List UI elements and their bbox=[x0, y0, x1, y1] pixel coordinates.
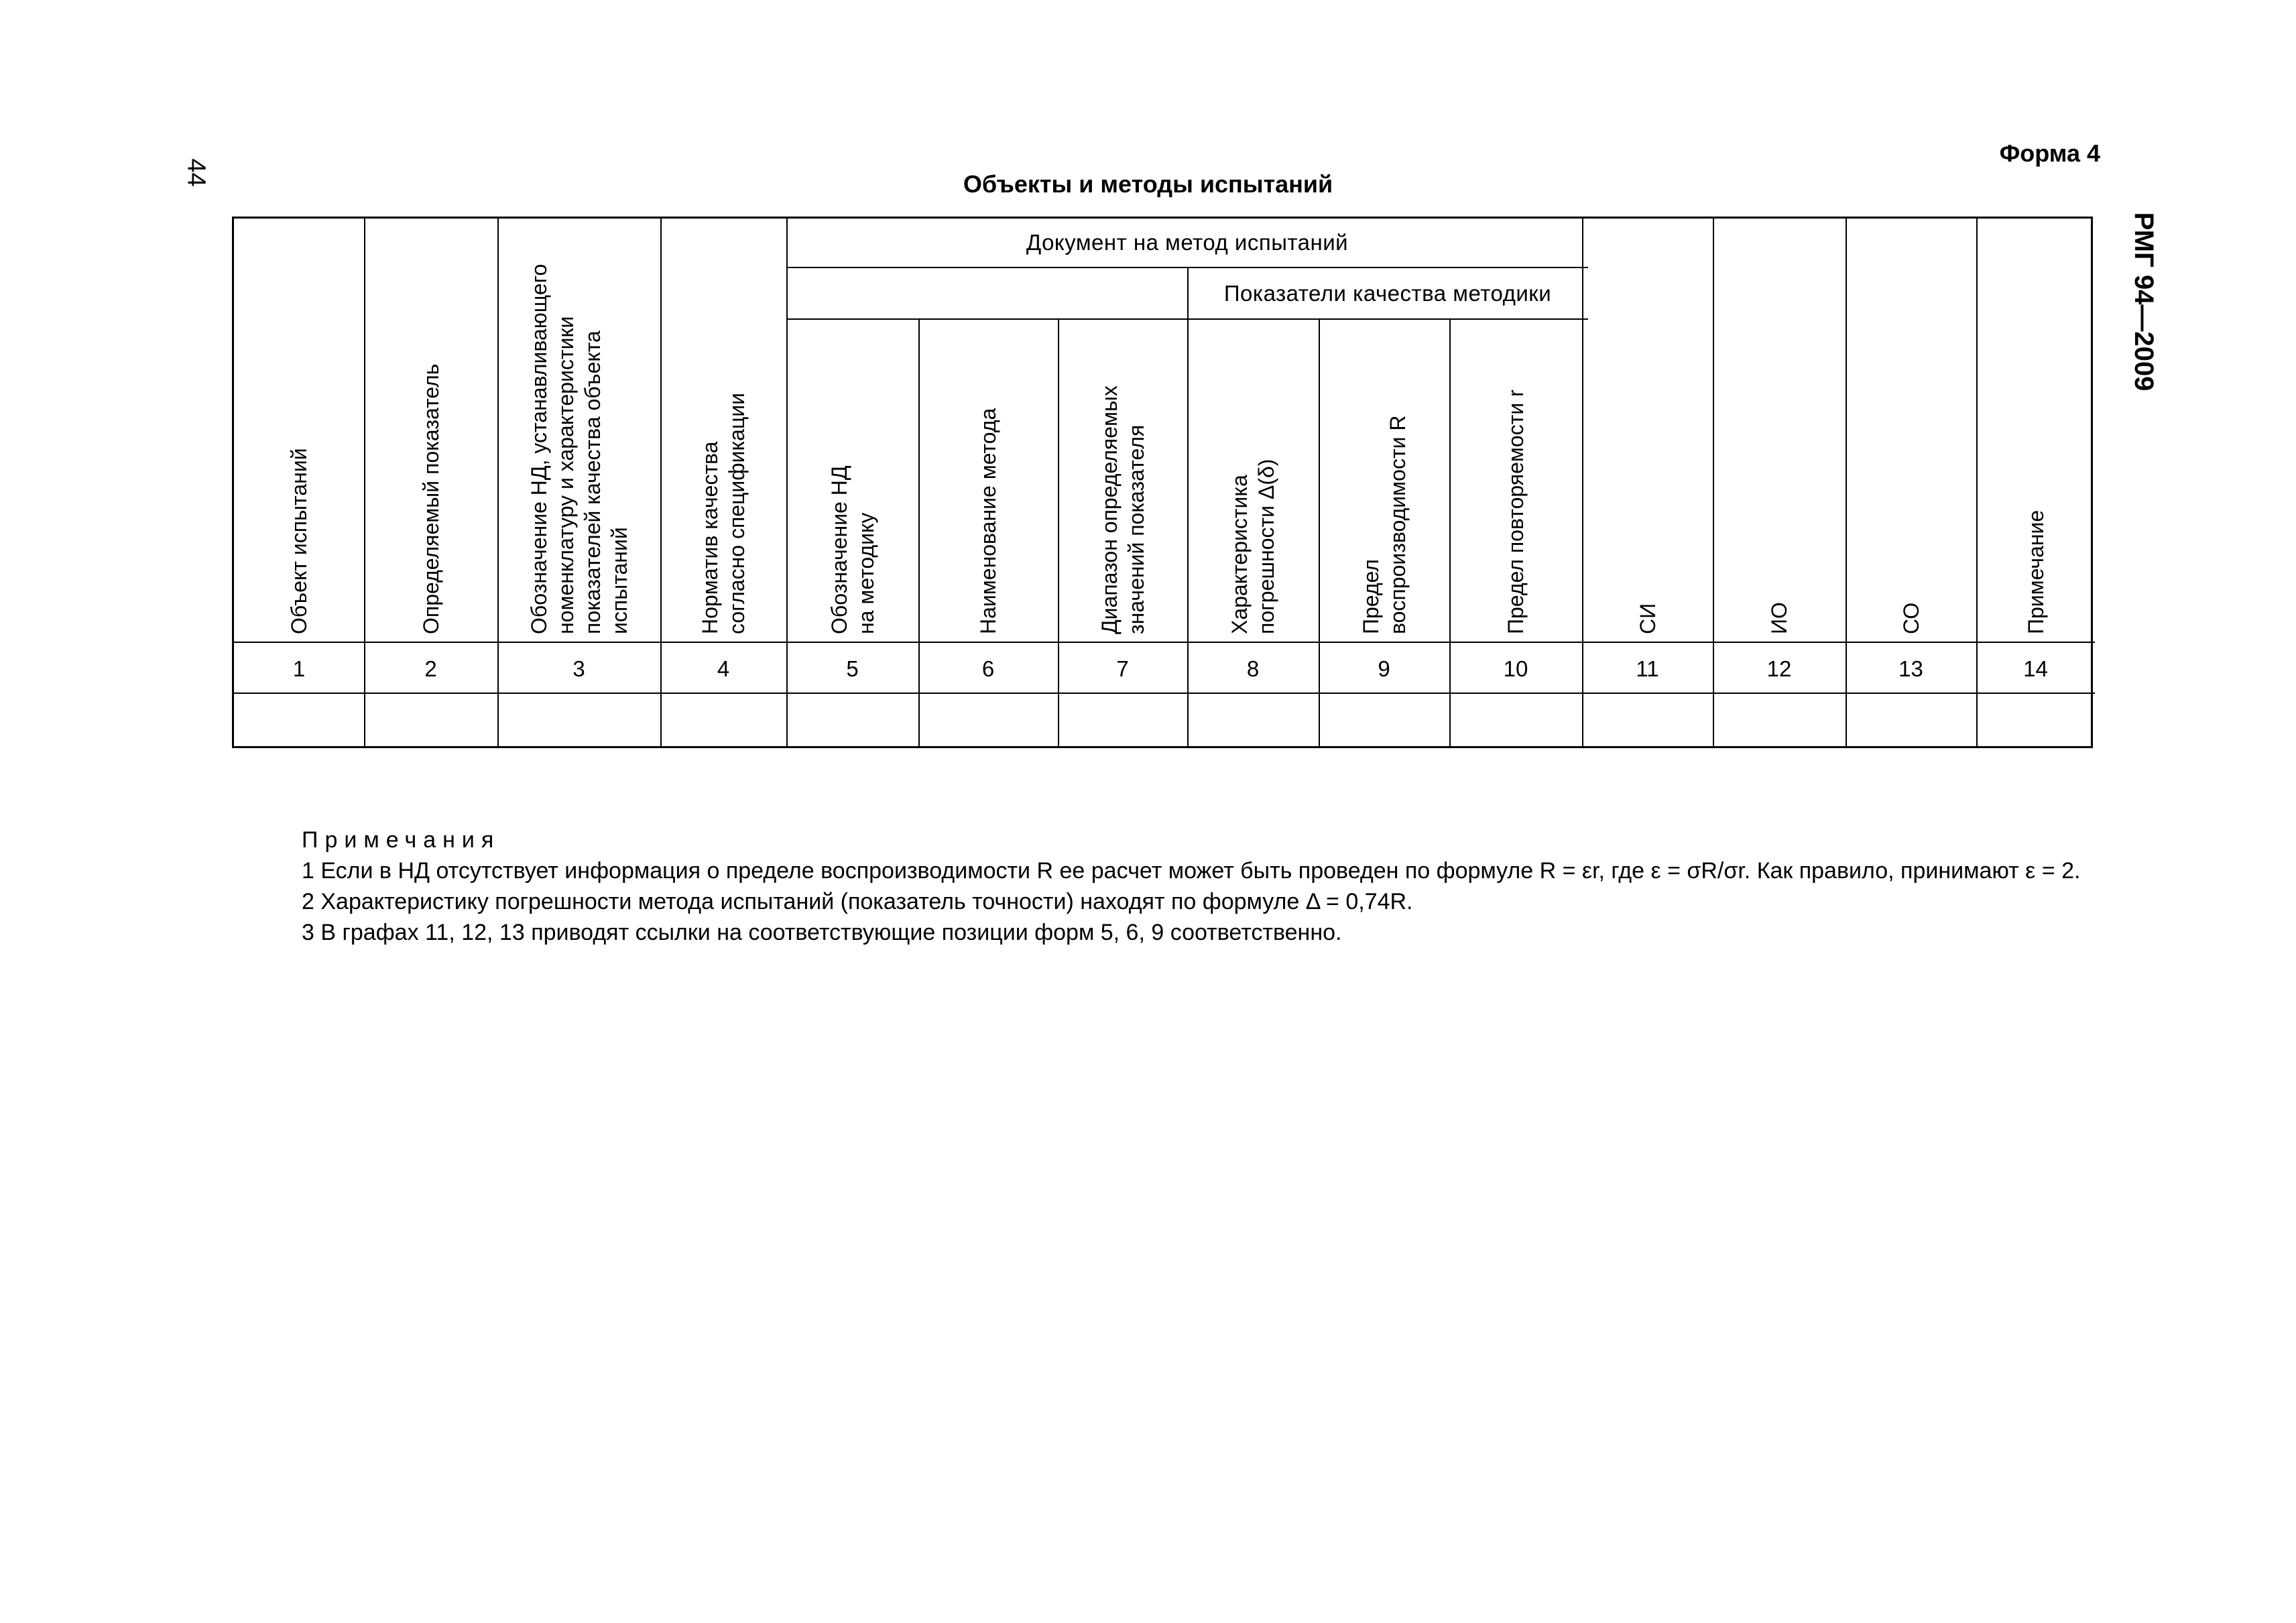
column-header-10 bbox=[1502, 389, 1529, 634]
column-header-line: воспроизводимости R bbox=[1385, 415, 1410, 634]
column-number: 10 bbox=[1503, 656, 1528, 681]
notes-heading: Примечания bbox=[302, 827, 501, 853]
column-header-line: Характеристика bbox=[1227, 475, 1252, 634]
column-header-line: ИО bbox=[1767, 602, 1791, 634]
column-header-line: Определяемый показатель bbox=[418, 363, 443, 634]
document-code: РМГ 94—2009 bbox=[2129, 212, 2159, 392]
column-header-11 bbox=[1634, 603, 1661, 634]
blank-cell[interactable] bbox=[1582, 695, 1713, 746]
column-header-4 bbox=[697, 393, 750, 634]
blank-cell[interactable] bbox=[660, 695, 786, 746]
column-number: 5 bbox=[846, 656, 859, 681]
column-header-line: погрешности Δ(δ) bbox=[1254, 459, 1278, 634]
blank-cell[interactable] bbox=[1449, 695, 1582, 746]
page-number: 44 bbox=[182, 158, 210, 187]
column-header-line: СИ bbox=[1635, 603, 1660, 634]
column-header-8 bbox=[1226, 459, 1280, 634]
column-header-12 bbox=[1766, 602, 1793, 634]
column-header-line: Обозначение НД bbox=[827, 465, 851, 634]
form-table bbox=[232, 217, 2093, 748]
note-2: 2 Характеристику погрешности метода испытаний (показатель точности) находят по формуле Δ = 0,74R. bbox=[302, 889, 1413, 914]
blank-cell[interactable] bbox=[1058, 695, 1187, 746]
column-header-line: согласно спецификации bbox=[725, 392, 749, 634]
blank-cell[interactable] bbox=[918, 695, 1058, 746]
column-header-line: показателей качества объекта bbox=[580, 330, 605, 634]
table-title: Объекты и методы испытаний bbox=[963, 170, 1333, 198]
column-number: 9 bbox=[1378, 656, 1390, 681]
column-header-7 bbox=[1096, 385, 1150, 634]
column-header-3 bbox=[526, 264, 633, 634]
column-number: 11 bbox=[1636, 656, 1659, 681]
blank-cell[interactable] bbox=[786, 695, 918, 746]
group-header-method-document: Документ на метод испытаний bbox=[1026, 230, 1349, 255]
column-header-5 bbox=[826, 465, 880, 634]
column-header-line: Диапазон определяемых bbox=[1097, 385, 1122, 634]
blank-cell[interactable] bbox=[1187, 695, 1319, 746]
column-header-line: на методику bbox=[853, 512, 878, 634]
blank-cell[interactable] bbox=[1713, 695, 1846, 746]
blank-cell[interactable] bbox=[1319, 695, 1449, 746]
column-number: 1 bbox=[292, 656, 306, 681]
column-header-line: Предел повторяемости r bbox=[1504, 389, 1528, 634]
column-number: 7 bbox=[1116, 656, 1129, 681]
notes-section bbox=[232, 825, 2093, 948]
column-header-14 bbox=[2022, 510, 2049, 634]
blank-cell[interactable] bbox=[364, 695, 497, 746]
column-header-line: СО bbox=[1898, 602, 1923, 634]
column-header-9 bbox=[1357, 415, 1411, 634]
column-header-line: Предел bbox=[1358, 559, 1383, 634]
column-header-line: Объект испытаний bbox=[287, 448, 311, 634]
column-number: 14 bbox=[2023, 656, 2048, 681]
column-header-13 bbox=[1898, 603, 1925, 634]
column-header-1 bbox=[286, 448, 312, 634]
column-header-line: номенклатуру и характеристики bbox=[553, 316, 578, 634]
column-number: 8 bbox=[1246, 656, 1260, 681]
column-header-line: Наименование метода bbox=[976, 408, 1000, 634]
column-header-line: Примечание bbox=[2023, 509, 2048, 634]
column-header-line: Обозначение НД, устанавливающего bbox=[526, 263, 551, 634]
blank-cell[interactable] bbox=[1976, 695, 2095, 746]
column-header-line: испытаний bbox=[607, 527, 631, 634]
note-3: 3 В графах 11, 12, 13 приводят ссылки на соответствующие позиции форм 5, 6, 9 соответственно. bbox=[302, 920, 1342, 945]
column-number: 6 bbox=[981, 656, 995, 681]
column-number: 12 bbox=[1766, 656, 1792, 681]
note-1: 1 Если в НД отсутствует информация о пределе воспроизводимости R ее расчет может быть проведен по формуле R = εr, где ε = σR/σr. Как правило, принимают ε = 2. bbox=[302, 858, 2081, 884]
column-header-line: Норматив качества bbox=[698, 441, 722, 634]
blank-cell[interactable] bbox=[497, 695, 660, 746]
column-number: 3 bbox=[572, 656, 585, 681]
blank-cell[interactable] bbox=[1846, 695, 1976, 746]
column-header-6 bbox=[975, 408, 1002, 634]
column-number: 13 bbox=[1898, 656, 1923, 681]
column-header-2 bbox=[418, 364, 444, 634]
subgroup-header-method-quality: Показатели качества методики bbox=[1223, 280, 1552, 306]
column-number: 2 bbox=[424, 656, 437, 681]
form-label: Форма 4 bbox=[1999, 139, 2100, 167]
blank-cell[interactable] bbox=[234, 695, 364, 746]
column-header-line: значений показателя bbox=[1124, 424, 1148, 634]
column-number: 4 bbox=[717, 656, 730, 681]
